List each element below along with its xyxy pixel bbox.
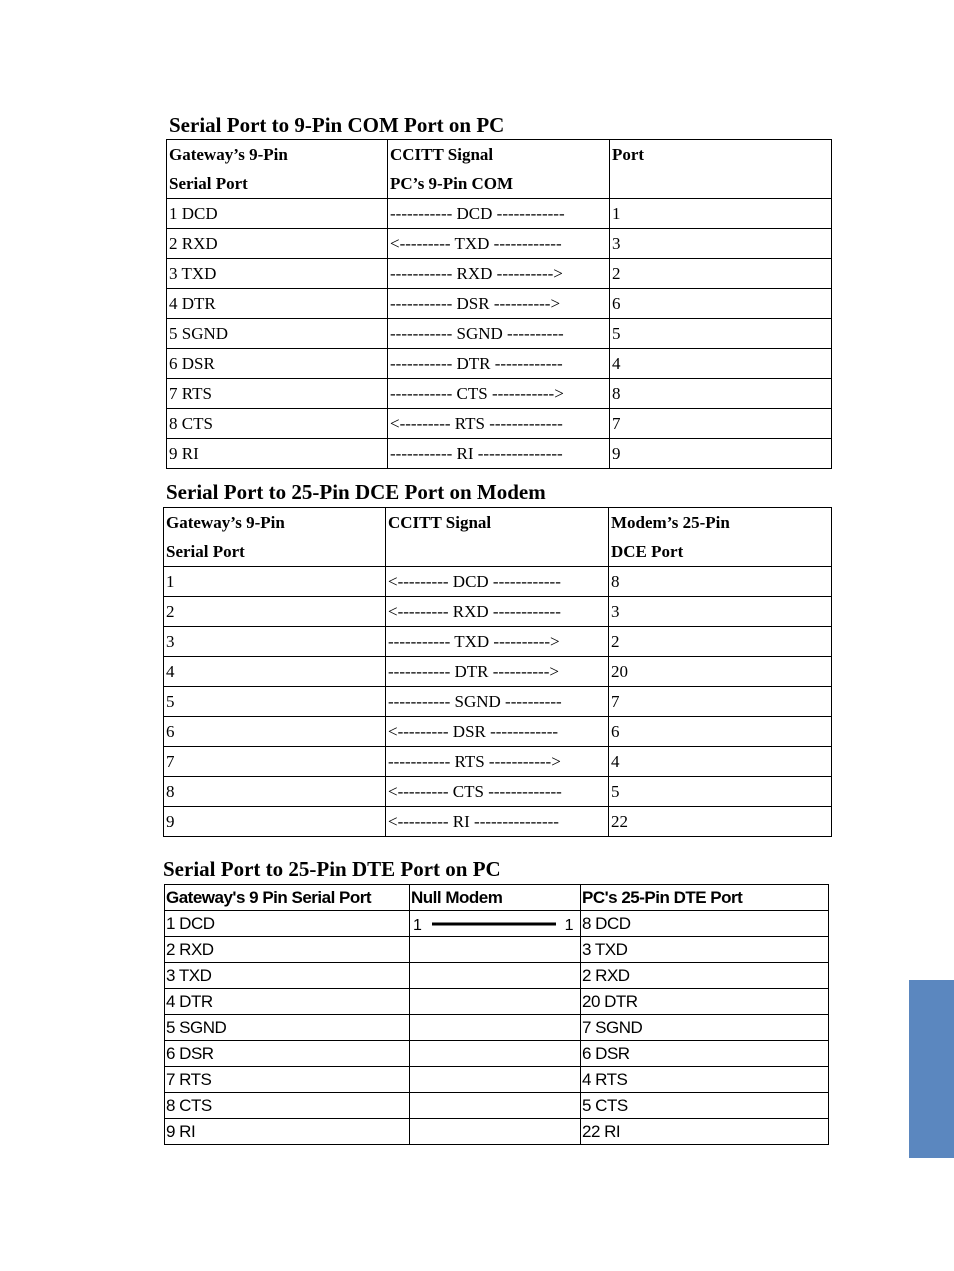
gateway-pin-cell: 8 CTS xyxy=(167,409,388,439)
table-row xyxy=(165,937,829,963)
signal-cell: <--------- DCD ------------ xyxy=(386,567,609,597)
null-modem-cell xyxy=(410,963,581,989)
table-body xyxy=(165,911,829,1153)
table-row xyxy=(167,259,832,289)
section2-title: Serial Port to 25-Pin DCE Port on Modem xyxy=(166,480,546,504)
gateway-pin-cell: 6 xyxy=(164,717,386,747)
pc-pin-cell: 8 DCD xyxy=(581,911,829,937)
header-port: Port xyxy=(610,140,832,199)
port-pin-cell: 8 xyxy=(610,379,832,409)
gateway-pin-cell: 3 xyxy=(164,627,386,657)
port-pin-cell: 6 xyxy=(609,717,832,747)
signal-cell: ----------- SGND ---------- xyxy=(386,687,609,717)
table-header-row xyxy=(167,140,832,199)
gateway-pin-cell: 1 xyxy=(164,567,386,597)
null-modem-cell xyxy=(410,1015,581,1041)
signal-cell: ----------- DTR ----------> xyxy=(386,657,609,687)
pc-pin-cell: 7 SGND xyxy=(581,1015,829,1041)
gateway-pin-cell: 3 TXD xyxy=(167,259,388,289)
table-row xyxy=(165,911,829,937)
signal-cell: ----------- RI --------------- xyxy=(388,439,610,469)
port-pin-cell: 5 xyxy=(610,319,832,349)
table-row xyxy=(164,807,832,837)
null-modem-cell xyxy=(410,937,581,963)
table-row xyxy=(164,597,832,627)
signal-cell: <--------- RXD ------------ xyxy=(386,597,609,627)
header-gateway: Gateway's 9 Pin Serial Port xyxy=(165,885,410,911)
table-body xyxy=(167,199,832,469)
signal-cell: ----------- TXD ----------> xyxy=(386,627,609,657)
table-body xyxy=(164,567,832,837)
table-row xyxy=(164,747,832,777)
port-pin-cell: 2 xyxy=(609,627,832,657)
gateway-pin-cell: 8 CTS xyxy=(165,1093,410,1119)
gateway-pin-cell: 1 DCD xyxy=(165,911,410,937)
header-gateway: Gateway’s 9-Pin Serial Port xyxy=(167,140,388,199)
left-pin-label: 1 xyxy=(413,917,422,934)
header-null-modem: Null Modem xyxy=(410,885,581,911)
pc-pin-cell: 3 TXD xyxy=(581,937,829,963)
gateway-pin-cell: 4 xyxy=(164,657,386,687)
pc-pin-cell: 5 CTS xyxy=(581,1093,829,1119)
gateway-pin-cell: 2 RXD xyxy=(167,229,388,259)
table-row xyxy=(165,1041,829,1067)
header-ccitt-signal: CCITT Signal xyxy=(386,508,609,567)
signal-cell: <--------- TXD ------------ xyxy=(388,229,610,259)
null-modem-diagram: 1 12 33 24 85 206 77 49 520 6 xyxy=(413,917,573,1153)
port-pin-cell: 3 xyxy=(609,597,832,627)
port-pin-cell: 3 xyxy=(610,229,832,259)
table-row xyxy=(167,379,832,409)
dte-port-table xyxy=(164,884,829,1153)
signal-cell: ----------- RTS -----------> xyxy=(386,747,609,777)
null-modem-cell xyxy=(410,989,581,1015)
signal-cell: ----------- RXD ----------> xyxy=(388,259,610,289)
table-header-row xyxy=(165,885,829,911)
port-pin-cell: 8 xyxy=(609,567,832,597)
header-pc-dte-port: PC's 25-Pin DTE Port xyxy=(581,885,829,911)
pc-pin-cell: 6 DSR xyxy=(581,1041,829,1067)
gateway-pin-cell: 5 xyxy=(164,687,386,717)
gateway-pin-cell: 7 xyxy=(164,747,386,777)
signal-cell: <--------- CTS ------------- xyxy=(386,777,609,807)
table-row xyxy=(167,349,832,379)
port-pin-cell: 1 xyxy=(610,199,832,229)
table-row xyxy=(164,627,832,657)
signal-cell: ----------- SGND ---------- xyxy=(388,319,610,349)
port-pin-cell: 6 xyxy=(610,289,832,319)
port-pin-cell: 20 xyxy=(609,657,832,687)
gateway-pin-cell: 4 DTR xyxy=(167,289,388,319)
right-pin-label: 1 xyxy=(564,917,573,934)
port-pin-cell: 4 xyxy=(609,747,832,777)
gateway-pin-cell: 6 DSR xyxy=(165,1041,410,1067)
section3-title: Serial Port to 25-Pin DTE Port on PC xyxy=(163,857,501,881)
port-pin-cell: 9 xyxy=(610,439,832,469)
header-ccitt-signal: CCITT Signal PC’s 9-Pin COM xyxy=(388,140,610,199)
gateway-pin-cell: 8 xyxy=(164,777,386,807)
gateway-pin-cell: 6 DSR xyxy=(167,349,388,379)
port-pin-cell: 7 xyxy=(610,409,832,439)
table-row xyxy=(164,717,832,747)
table-row xyxy=(165,989,829,1015)
table-row xyxy=(165,963,829,989)
header-gateway: Gateway’s 9-Pin Serial Port xyxy=(164,508,386,567)
com-port-table xyxy=(166,139,832,469)
table-row xyxy=(165,1067,829,1093)
gateway-pin-cell: 1 DCD xyxy=(167,199,388,229)
null-modem-cell xyxy=(410,1119,581,1145)
pc-pin-cell: 20 DTR xyxy=(581,989,829,1015)
signal-cell: ----------- CTS -----------> xyxy=(388,379,610,409)
null-modem-cell xyxy=(410,1067,581,1093)
gateway-pin-cell: 7 RTS xyxy=(167,379,388,409)
pc-pin-cell: 2 RXD xyxy=(581,963,829,989)
table-row xyxy=(165,1093,829,1119)
port-pin-cell: 7 xyxy=(609,687,832,717)
section1-title: Serial Port to 9-Pin COM Port on PC xyxy=(169,113,505,137)
gateway-pin-cell: 3 TXD xyxy=(165,963,410,989)
table-row xyxy=(165,1015,829,1041)
null-modem-cell xyxy=(410,1093,581,1119)
gateway-pin-cell: 4 DTR xyxy=(165,989,410,1015)
signal-cell: ----------- DSR ----------> xyxy=(388,289,610,319)
port-pin-cell: 4 xyxy=(610,349,832,379)
port-pin-cell: 2 xyxy=(610,259,832,289)
chapter-tab xyxy=(909,980,954,1158)
modem-port-table xyxy=(163,507,832,837)
table-row xyxy=(167,409,832,439)
port-pin-cell: 22 xyxy=(609,807,832,837)
gateway-pin-cell: 2 RXD xyxy=(165,937,410,963)
table-row xyxy=(167,199,832,229)
null-modem-cell xyxy=(410,1041,581,1067)
gateway-pin-cell: 9 xyxy=(164,807,386,837)
gateway-pin-cell: 9 RI xyxy=(167,439,388,469)
table-row xyxy=(164,567,832,597)
table-row xyxy=(164,687,832,717)
signal-cell: <--------- RI --------------- xyxy=(386,807,609,837)
gateway-pin-cell: 5 SGND xyxy=(167,319,388,349)
signal-cell: ----------- DCD ------------ xyxy=(388,199,610,229)
table-header-row xyxy=(164,508,832,567)
gateway-pin-cell: 5 SGND xyxy=(165,1015,410,1041)
table-row xyxy=(167,319,832,349)
signal-cell: <--------- DSR ------------ xyxy=(386,717,609,747)
gateway-pin-cell: 9 RI xyxy=(165,1119,410,1145)
table-row xyxy=(167,229,832,259)
signal-cell: <--------- RTS ------------- xyxy=(388,409,610,439)
table-row xyxy=(164,657,832,687)
gateway-pin-cell: 2 xyxy=(164,597,386,627)
table-row xyxy=(167,289,832,319)
table-row xyxy=(164,777,832,807)
header-modem-port: Modem’s 25-Pin DCE Port xyxy=(609,508,832,567)
pc-pin-cell: 4 RTS xyxy=(581,1067,829,1093)
signal-cell: ----------- DTR ------------ xyxy=(388,349,610,379)
null-modem-cell xyxy=(410,911,581,1153)
table-row xyxy=(165,1119,829,1145)
gateway-pin-cell: 7 RTS xyxy=(165,1067,410,1093)
port-pin-cell: 5 xyxy=(609,777,832,807)
table-row xyxy=(167,439,832,469)
pc-pin-cell: 22 RI xyxy=(581,1119,829,1145)
